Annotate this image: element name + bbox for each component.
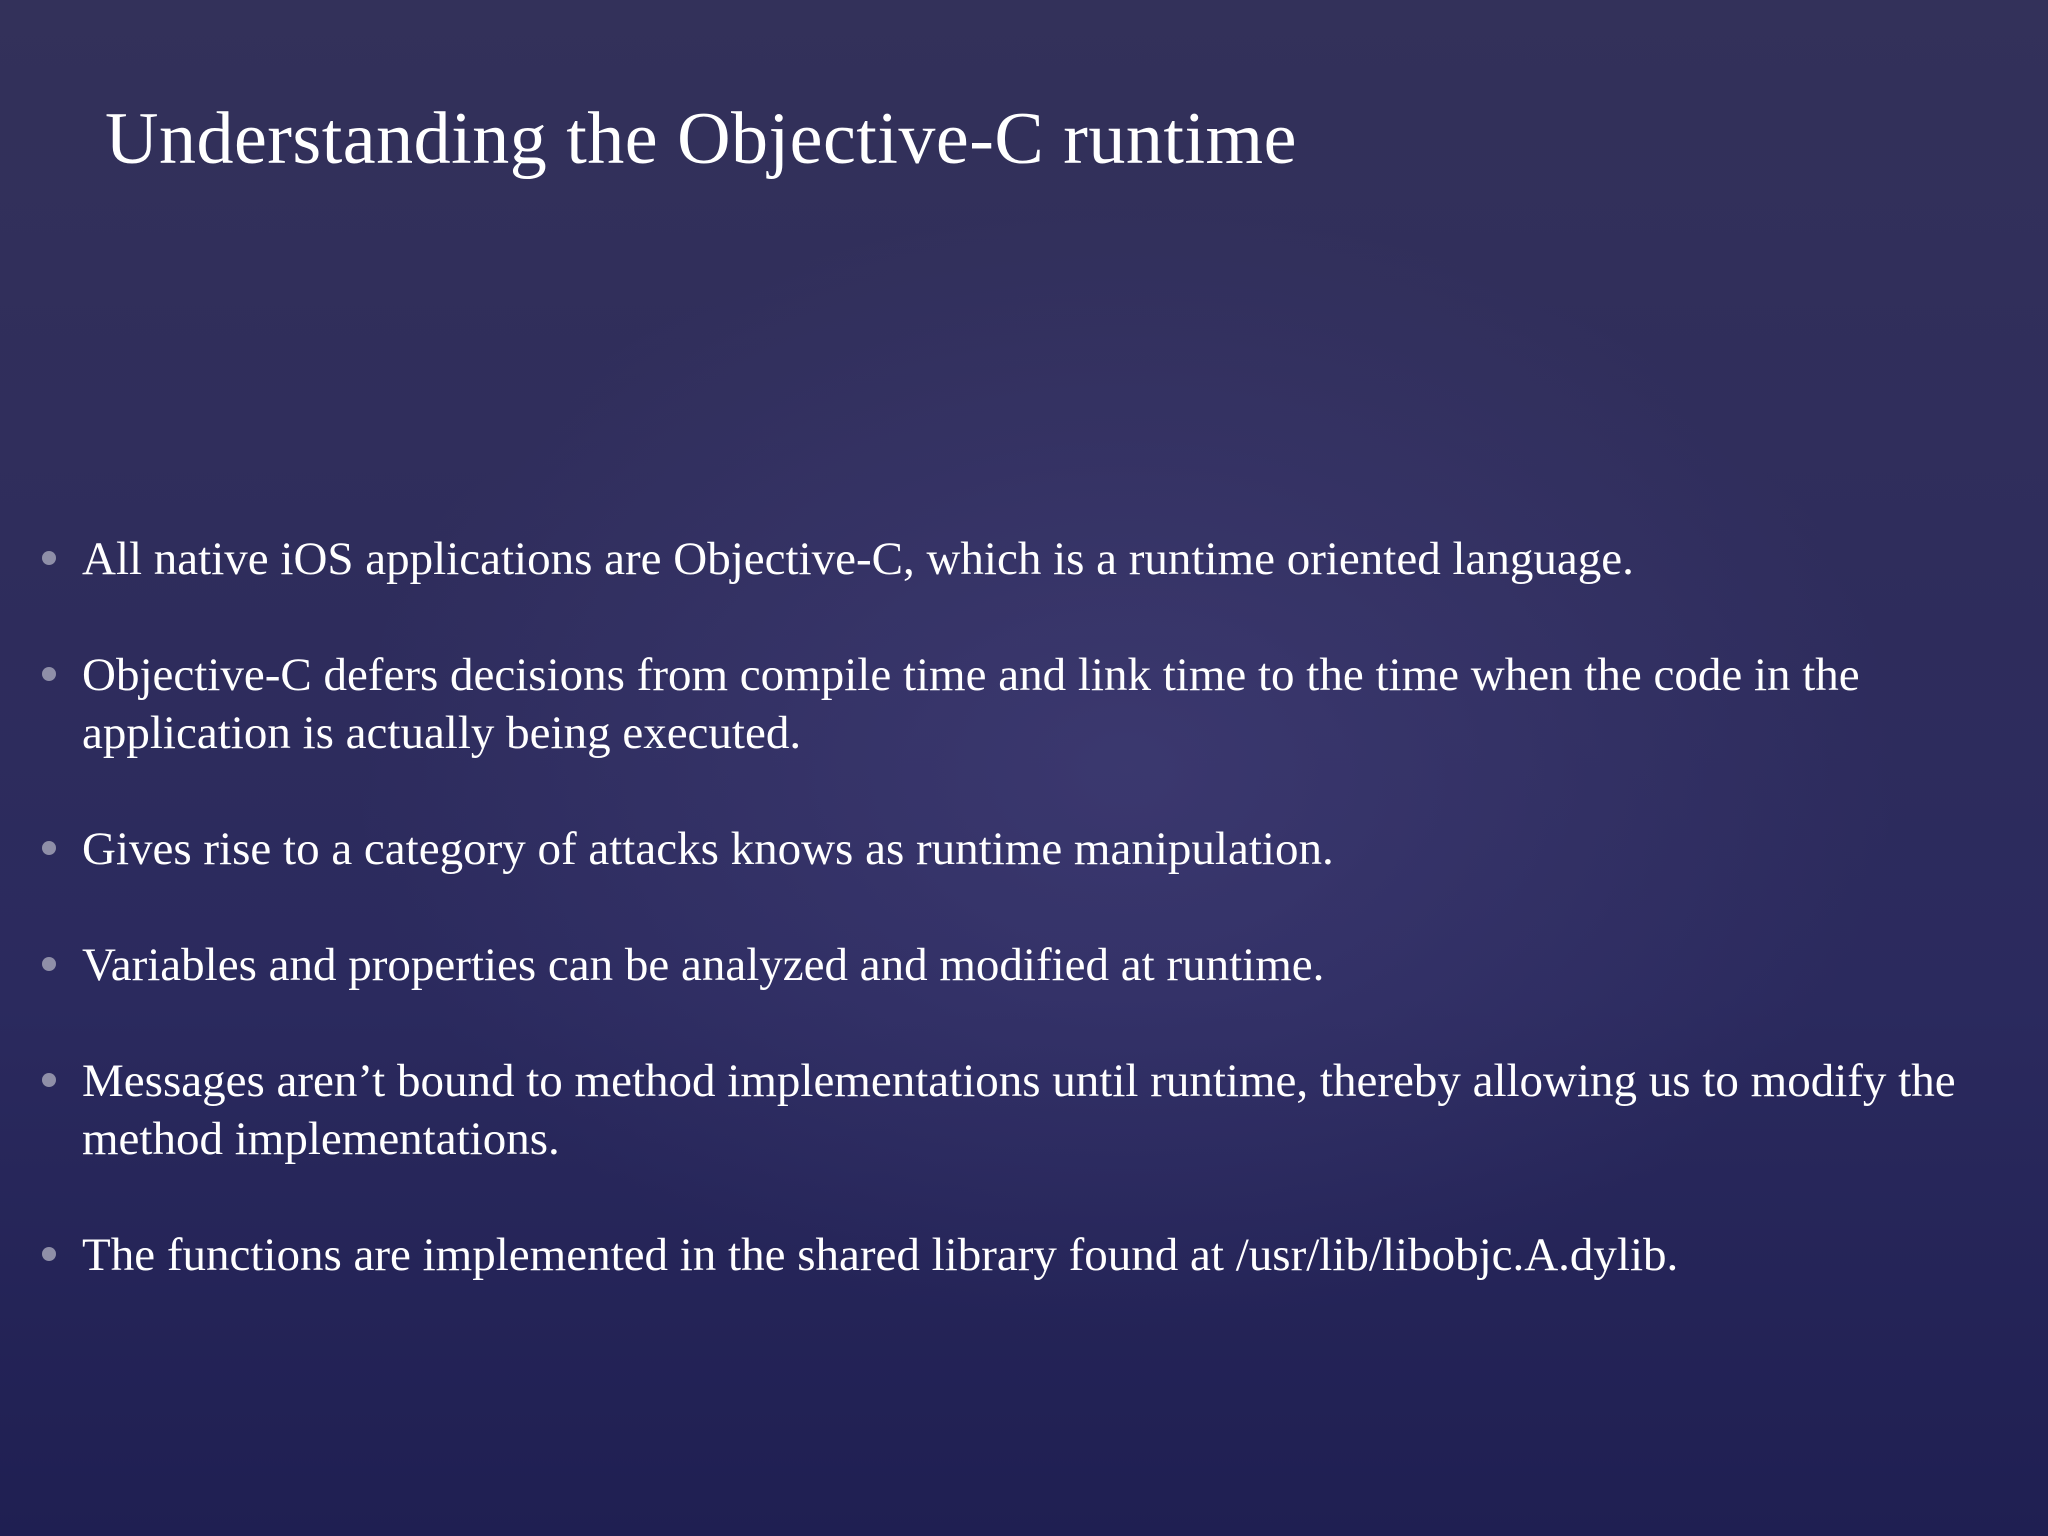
bullet-item bbox=[38, 936, 2018, 994]
bullet-text: Objective-C defers decisions from compile time and link time to the time when the code in the application is actually being executed. bbox=[82, 649, 1860, 759]
slide-title: Understanding the Objective-C runtime bbox=[105, 98, 1297, 180]
bullet-dot-icon bbox=[42, 957, 56, 971]
bullet-text: Variables and properties can be analyzed and modified at runtime. bbox=[82, 939, 1325, 991]
bullet-text: All native iOS applications are Objective-C, which is a runtime oriented language. bbox=[82, 533, 1634, 585]
bullet-text: The functions are implemented in the shared library found at /usr/lib/libobjc.A.dylib. bbox=[82, 1229, 1679, 1281]
bullet-text: Messages aren’t bound to method implementations until runtime, thereby allowing us to modify the method implementations. bbox=[82, 1055, 1956, 1165]
bullet-item bbox=[38, 530, 2018, 588]
bullet-dot-icon bbox=[42, 841, 56, 855]
bullet-item bbox=[38, 1052, 2018, 1168]
bullet-text: Gives rise to a category of attacks knows as runtime manipulation. bbox=[82, 823, 1334, 875]
bullet-dot-icon bbox=[42, 1247, 56, 1261]
bullet-item bbox=[38, 820, 2018, 878]
bullet-dot-icon bbox=[42, 1073, 56, 1087]
bullet-item bbox=[38, 1226, 2018, 1284]
bullet-dot-icon bbox=[42, 667, 56, 681]
bullet-item bbox=[38, 646, 2018, 762]
bullet-dot-icon bbox=[42, 551, 56, 565]
bullet-list bbox=[38, 530, 2018, 1342]
